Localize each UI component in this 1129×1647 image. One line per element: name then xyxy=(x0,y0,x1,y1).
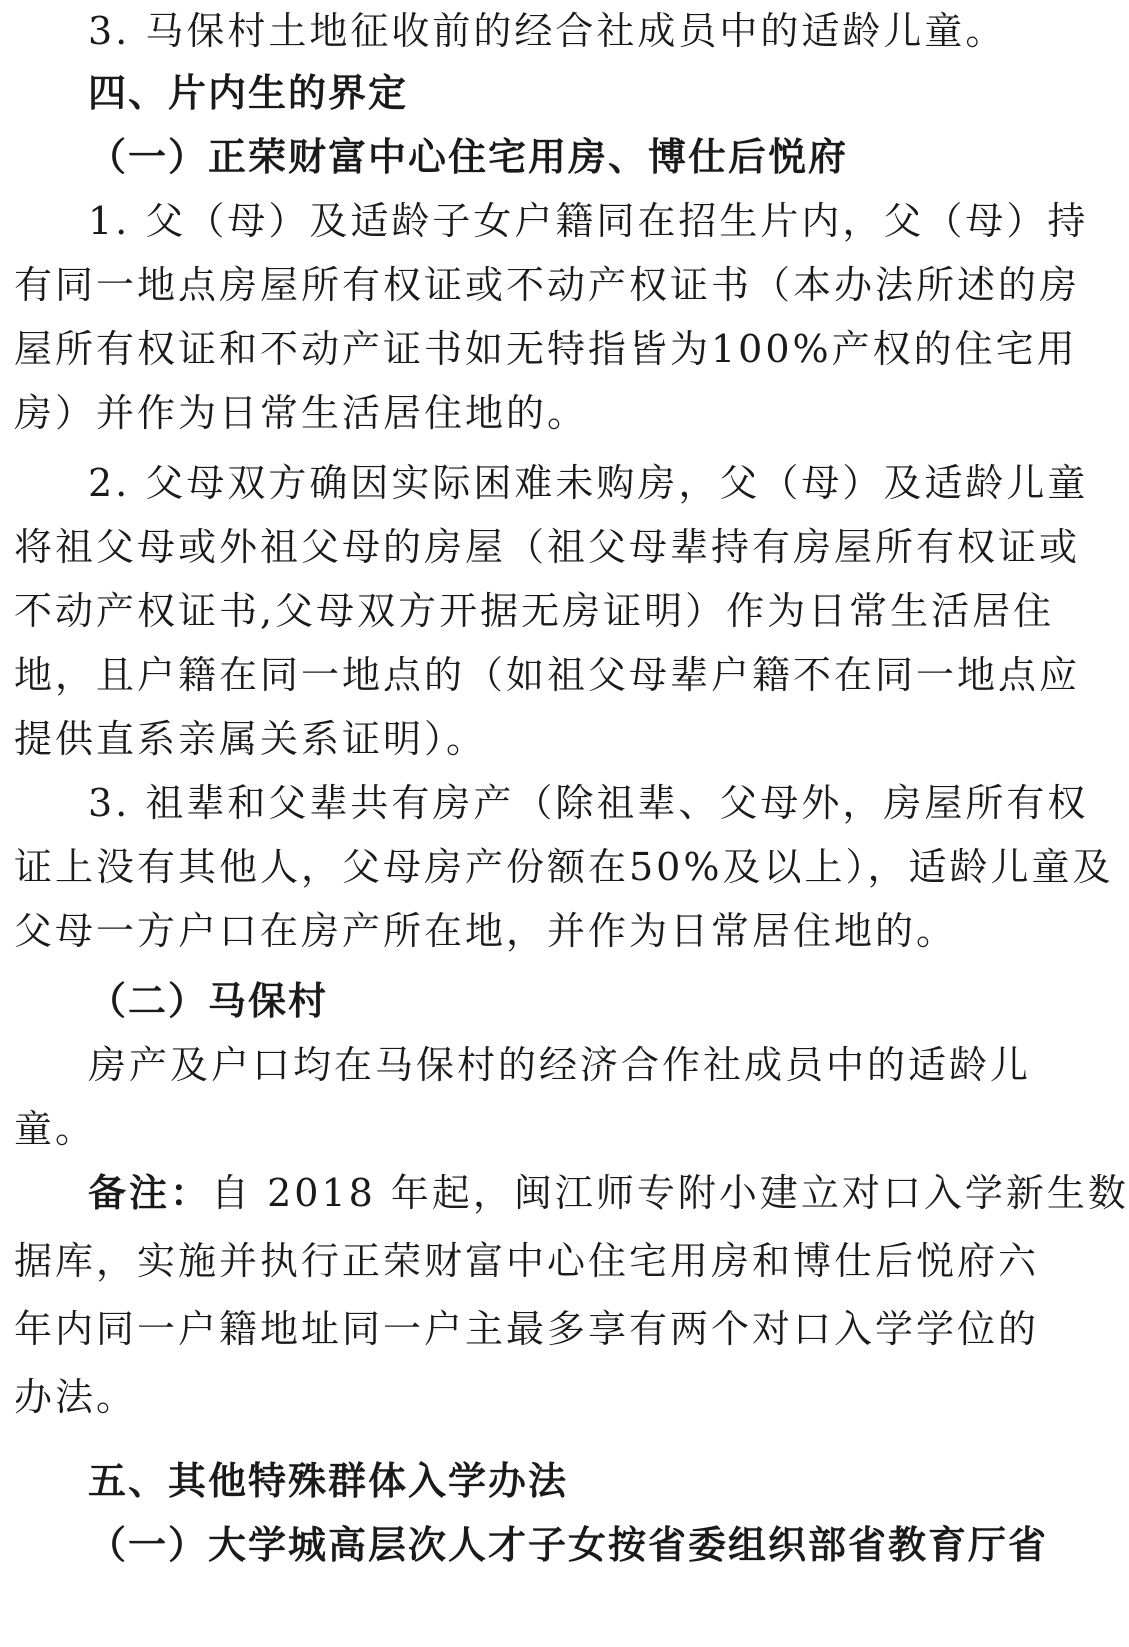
paragraph-line: 不动产权证书,父母双方开据无房证明）作为日常生活居住 xyxy=(14,589,1055,633)
paragraph-line: 房产及户口均在马保村的经济合作社成员中的适龄儿 xyxy=(88,1043,1032,1087)
paragraph-line: 屋所有权证和不动产证书如无特指皆为100%产权的住宅用 xyxy=(14,327,1078,371)
paragraph-line: 1. 父（母）及适龄子女户籍同在招生片内，父（母）持 xyxy=(88,199,1089,243)
paragraph-line: 年内同一户籍地址同一户主最多享有两个对口入学学位的 xyxy=(14,1307,1040,1351)
subsection-heading: （一）正荣财富中心住宅用房、博仕后悦府 xyxy=(88,135,849,179)
section-heading: 四、片内生的界定 xyxy=(88,71,409,115)
note-label: 备注： xyxy=(88,1171,212,1215)
paragraph-line: 有同一地点房屋所有权证或不动产权证书（本办法所述的房 xyxy=(14,263,1081,307)
paragraph-line: 办法。 xyxy=(14,1375,138,1419)
paragraph-line: 父母一方户口在房产所在地，并作为日常居住地的。 xyxy=(14,909,958,953)
paragraph-line: 地，且户籍在同一地点的（如祖父母辈户籍不在同一地点应 xyxy=(14,653,1081,697)
paragraph-line: 2. 父母双方确因实际困难未购房，父（母）及适龄儿童 xyxy=(88,461,1089,505)
paragraph-line: 据库，实施并执行正荣财富中心住宅用房和博仕后悦府六 xyxy=(14,1239,1040,1283)
section-heading: 五、其他特殊群体入学办法 xyxy=(88,1459,569,1503)
paragraph-line: 证上没有其他人，父母房产份额在50%及以上），适龄儿童及 xyxy=(14,845,1114,889)
subsection-heading: （一）大学城高层次人才子女按省委组织部省教育厅省 xyxy=(88,1523,1049,1567)
note-line xyxy=(88,1168,1129,1218)
paragraph-line: 提供直系亲属关系证明）。 xyxy=(14,717,488,761)
paragraph-line: 童。 xyxy=(14,1107,97,1151)
paragraph-line: 房）并作为日常生活居住地的。 xyxy=(14,391,589,435)
paragraph-line: 3. 马保村土地征收前的经合社成员中的适龄儿童。 xyxy=(88,9,1007,53)
note-text: 自 2018 年起，闽江师专附小建立对口入学新生数 xyxy=(211,1171,1129,1215)
paragraph-line: 将祖父母或外祖父母的房屋（祖父母辈持有房屋所有权证或 xyxy=(14,525,1081,569)
subsection-heading: （二）马保村 xyxy=(88,979,329,1023)
paragraph-line: 3. 祖辈和父辈共有房产（除祖辈、父母外，房屋所有权 xyxy=(88,781,1089,825)
